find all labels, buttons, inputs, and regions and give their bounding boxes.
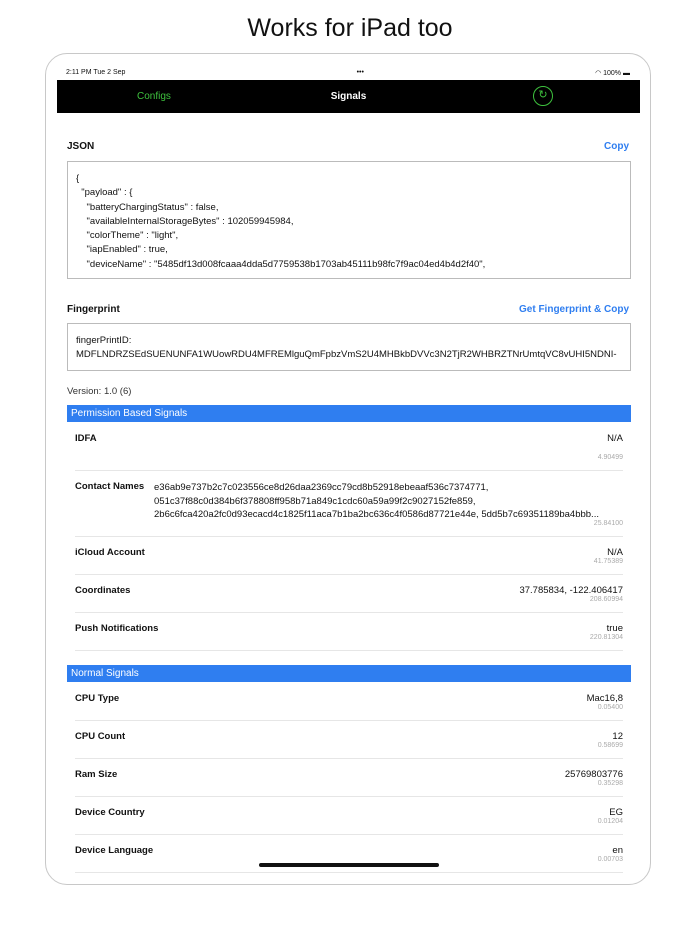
nav-bar — [57, 80, 640, 113]
json-title: JSON — [67, 141, 95, 152]
text-line: "deviceName" : "5485df13d008fcaaa4dda5d7759538b1703ab45111b98fc7f9ac04ed4b4d2f40", — [76, 258, 486, 270]
signal-value: 37.785834, -122.406417 — [519, 585, 623, 596]
json-textview[interactable] — [67, 161, 631, 279]
signal-value: Mac16,8 — [586, 693, 623, 704]
signal-row — [75, 835, 623, 873]
text-line: "batteryChargingStatus" : false, — [76, 201, 219, 213]
status-time: 2:11 PM Tue 2 Sep — [66, 69, 126, 76]
fingerprint-textview[interactable] — [67, 323, 631, 371]
signal-key: Device Country — [75, 807, 145, 818]
signal-row — [75, 471, 623, 537]
signal-value: en — [612, 845, 623, 856]
signal-key: Ram Size — [75, 769, 118, 780]
signal-key: Push Notifications — [75, 623, 159, 634]
signal-time: 0.58699 — [597, 742, 623, 749]
signal-key: Coordinates — [75, 585, 131, 596]
signal-key: CPU Type — [75, 693, 120, 704]
signal-value: true — [606, 623, 623, 634]
signal-value: 12 — [612, 731, 623, 742]
signal-row — [75, 797, 623, 835]
text-line: "availableInternalStorageBytes" : 102059945984, — [76, 215, 294, 227]
signal-value: N/A — [607, 547, 623, 558]
nav-title: Signals — [330, 91, 367, 102]
signal-time: 208.60994 — [589, 596, 623, 603]
signal-key: iCloud Account — [75, 547, 145, 558]
headline: Works for iPad too — [247, 14, 453, 42]
multitask-dots[interactable]: ••• — [356, 69, 364, 76]
copy-button[interactable]: Copy — [604, 141, 629, 152]
text-line: { — [76, 173, 80, 184]
wifi-icon: ◠ — [595, 70, 604, 77]
signal-row — [75, 613, 623, 651]
get-fingerprint-button[interactable]: Get Fingerprint & Copy — [519, 304, 629, 315]
status-bar — [66, 69, 630, 77]
signal-time: 0.00703 — [597, 856, 623, 863]
signal-time: 0.05400 — [597, 704, 623, 711]
signal-value: 25769803776 — [564, 769, 623, 780]
signal-row — [75, 759, 623, 797]
battery-status: ◠ 100% ▬ — [595, 70, 630, 77]
configs-tab[interactable]: Configs — [137, 91, 171, 102]
signal-time: 4.90499 — [597, 454, 623, 461]
signal-time: 0.01204 — [597, 818, 623, 825]
text-line: "iapEnabled" : true, — [76, 244, 168, 256]
signal-time: 41.75389 — [593, 558, 623, 565]
signal-key: Device Language — [75, 845, 154, 856]
text-line: MDFLNDRZSEdSUENUNFA1WUowRDU4MFREMlguQmFpbzVmS2U4MHBkbDVVc3N2TjR2WHBRZTNrUmtqVC8vUHI5NDNI- — [76, 349, 617, 361]
signal-value: EG — [609, 807, 623, 818]
signal-row — [75, 683, 623, 721]
signal-row — [75, 575, 623, 613]
text-line: "colorTheme" : "light", — [76, 230, 179, 242]
text-line: fingerPrintID: — [76, 335, 132, 346]
refresh-icon[interactable]: ↻ — [533, 86, 553, 106]
version-label: Version: 1.0 (6) — [67, 386, 132, 397]
signal-row — [75, 423, 623, 471]
signal-time: 0.35298 — [597, 780, 623, 787]
signal-key: CPU Count — [75, 731, 126, 742]
signal-key: Contact Names — [75, 481, 145, 492]
signal-value: N/A — [607, 433, 623, 444]
ipad-frame — [45, 53, 651, 885]
signal-row — [75, 537, 623, 575]
fingerprint-title: Fingerprint — [67, 304, 120, 315]
text-line: "payload" : { — [76, 187, 133, 199]
normal-header: Normal Signals — [67, 665, 631, 682]
signal-row — [75, 721, 623, 759]
battery-icon: ▬ — [622, 70, 630, 77]
signal-key: IDFA — [75, 433, 97, 444]
signal-time: 25.84100 — [593, 520, 623, 527]
signal-time: 220.81304 — [589, 634, 623, 641]
signal-value: e36ab9e737b2c7c023556ce8d26daa2369cc79cd8b52918ebeaaf536c7374771, 051c37f88c0d384b6f378808ff958b71a849c1cdc60a59a99f2c9027152fe859, 2b6c6fca420a2fc0d93ecacd4c1825f11aca7b1ba2bc636c4f0586d87721e44e, 5dd5b7c69351189ba4bbb... — [154, 482, 599, 520]
permission-header: Permission Based Signals — [67, 405, 631, 422]
